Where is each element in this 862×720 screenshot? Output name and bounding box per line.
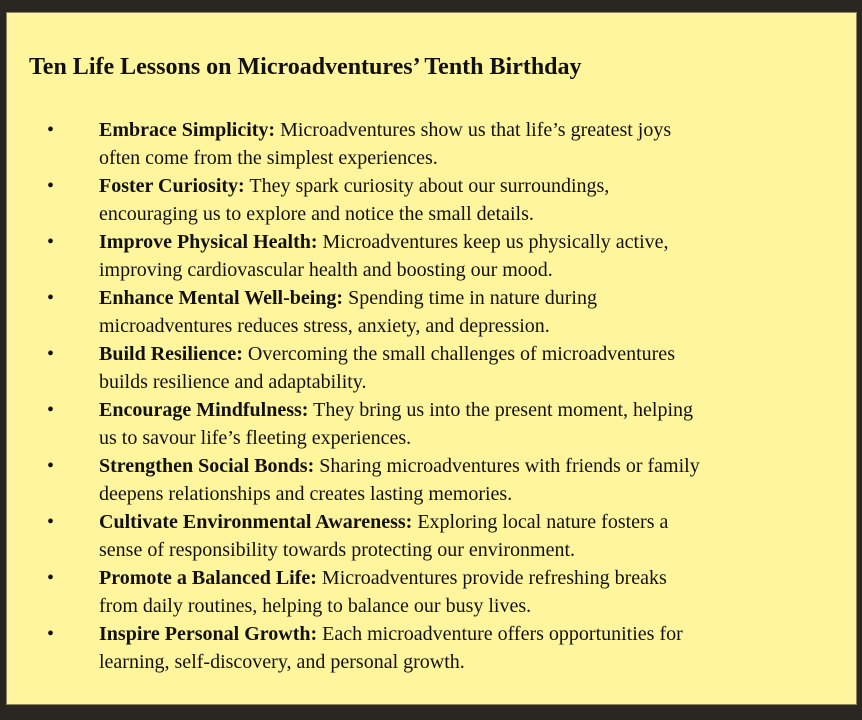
lesson-description: Overcoming the small challenges of microadventures	[242, 343, 675, 365]
lesson-description-continued: builds resilience and adaptability.	[99, 371, 367, 393]
lesson-description-continued: often come from the simplest experiences.	[99, 147, 438, 169]
lesson-term: Strengthen Social Bonds:	[99, 455, 315, 477]
lesson-description-continued: improving cardiovascular health and boosting our mood.	[99, 259, 553, 281]
document-panel	[6, 12, 857, 705]
list-item	[7, 340, 839, 396]
bullet-icon: •	[47, 175, 55, 197]
lesson-term: Build Resilience:	[99, 343, 243, 365]
list-item	[7, 172, 839, 228]
list-item	[7, 284, 839, 340]
list-item	[7, 508, 839, 564]
lesson-description: Spending time in nature during	[343, 287, 597, 309]
lesson-description: Sharing microadventures with friends or family	[314, 455, 700, 477]
lesson-term: Improve Physical Health:	[99, 231, 318, 253]
lesson-term: Cultivate Environmental Awareness:	[99, 511, 413, 533]
list-item	[7, 452, 839, 508]
lesson-description: They spark curiosity about our surroundings,	[244, 175, 610, 197]
lesson-term: Embrace Simplicity:	[99, 119, 276, 141]
list-item	[7, 228, 839, 284]
bullet-icon: •	[47, 623, 55, 645]
bullet-icon: •	[47, 231, 55, 253]
lesson-term: Promote a Balanced Life:	[99, 567, 317, 589]
lesson-description-continued: from daily routines, helping to balance our busy lives.	[99, 595, 532, 617]
list-item	[7, 396, 839, 452]
lesson-description-continued: sense of responsibility towards protecting our environment.	[99, 539, 576, 561]
bullet-icon: •	[47, 455, 55, 477]
lesson-description-continued: us to savour life’s fleeting experiences.	[99, 427, 412, 449]
lesson-description-continued: learning, self-discovery, and personal growth.	[99, 651, 465, 673]
lesson-description-continued: microadventures reduces stress, anxiety, and depression.	[99, 315, 550, 337]
bullet-icon: •	[47, 399, 55, 421]
lesson-description-continued: encouraging us to explore and notice the small details.	[99, 203, 534, 225]
list-item	[7, 620, 839, 676]
lesson-term: Encourage Mindfulness:	[99, 399, 309, 421]
bullet-icon: •	[47, 343, 55, 365]
lesson-description: Microadventures keep us physically active,	[317, 231, 669, 253]
lesson-term: Foster Curiosity:	[99, 175, 245, 197]
list-item	[7, 564, 839, 620]
lesson-description: Exploring local nature fosters a	[412, 511, 669, 533]
bullet-icon: •	[47, 511, 55, 533]
lessons-list	[7, 116, 839, 676]
bullet-icon: •	[47, 567, 55, 589]
document-title: Ten Life Lessons on Microadventures’ Tenth Birthday	[29, 54, 582, 80]
list-item	[7, 116, 839, 172]
bullet-icon: •	[47, 119, 55, 141]
lesson-description: They bring us into the present moment, helping	[308, 399, 694, 421]
lesson-term: Enhance Mental Well-being:	[99, 287, 344, 309]
lesson-term: Inspire Personal Growth:	[99, 623, 318, 645]
lesson-description-continued: deepens relationships and creates lasting memories.	[99, 483, 513, 505]
lesson-description: Microadventures show us that life’s greatest joys	[275, 119, 672, 141]
lesson-description: Each microadventure offers opportunities for	[317, 623, 683, 645]
lesson-description: Microadventures provide refreshing breaks	[316, 567, 667, 589]
bullet-icon: •	[47, 287, 55, 309]
